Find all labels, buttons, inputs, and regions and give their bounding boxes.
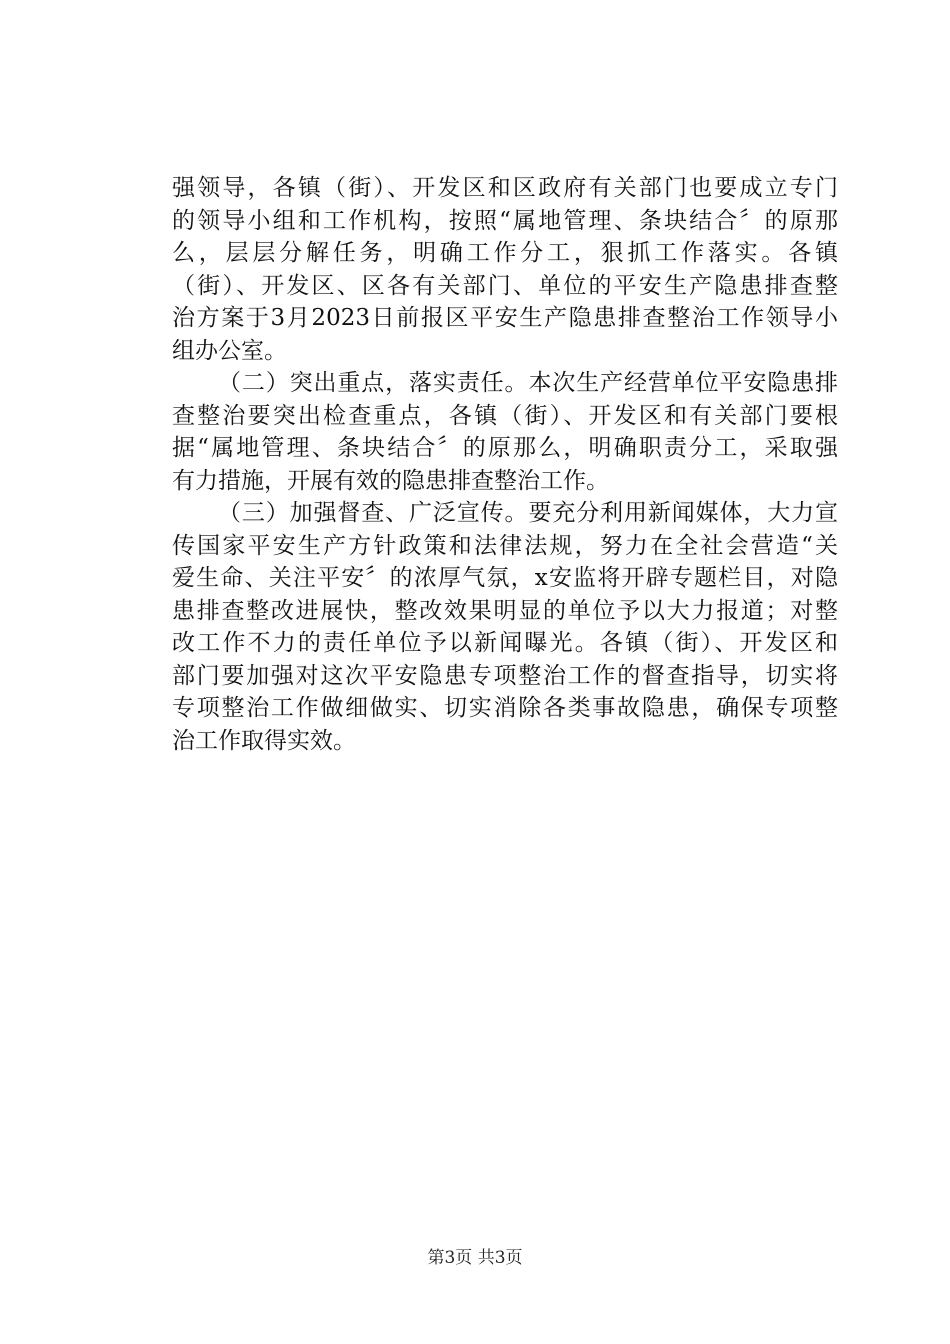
text-line: （三）加强督查、广泛宣传。要充分利用新闻媒体，大力宣 bbox=[218, 500, 838, 526]
text-line: 么，层层分解任务，明确工作分工，狠抓工作落实。各镇 bbox=[172, 240, 838, 266]
text-line: 治工作取得实效。 bbox=[172, 727, 356, 754]
text-line: 部门要加强对这次平安隐患专项整治工作的督查指导，切实将 bbox=[172, 662, 838, 689]
text-line: 的领导小组和工作机构，按照“属地管理、条块结合〞的原那 bbox=[172, 207, 838, 234]
text-line: 治方案于3月2023日前报区平安生产隐患排查整治工作领导小 bbox=[172, 305, 838, 331]
text-line: 爱生命、关注平安〞的浓厚气氛，x安监将开辟专题栏目，对隐 bbox=[172, 565, 838, 591]
text-line: 传国家平安生产方针政策和法律法规，努力在全社会营造“关 bbox=[172, 532, 838, 559]
text-line: 患排查整改进展快，整改效果明显的单位予以大力报道；对整 bbox=[172, 597, 838, 624]
text-line: 强领导，各镇（街）、开发区和区政府有关部门也要成立专门 bbox=[172, 175, 838, 201]
text-line: 有力措施，开展有效的隐患排查整治工作。 bbox=[172, 467, 609, 494]
text-line: 查整治要突出检查重点，各镇（街）、开发区和有关部门要根 bbox=[172, 402, 838, 429]
page-number-footer: 第3页 共3页 bbox=[427, 1248, 523, 1268]
text-line: （二）突出重点，落实责任。本次生产经营单位平安隐患排 bbox=[218, 370, 838, 396]
text-line: （街）、开发区、区各有关部门、单位的平安生产隐患排查整 bbox=[172, 272, 838, 299]
text-line: 改工作不力的责任单位予以新闻曝光。各镇（街）、开发区和 bbox=[172, 630, 838, 656]
text-line: 组办公室。 bbox=[172, 337, 287, 364]
text-line: 据“属地管理、条块结合〞的原那么，明确职责分工，采取强 bbox=[172, 435, 838, 461]
text-line: 专项整治工作做细做实、切实消除各类事故隐患，确保专项整 bbox=[172, 695, 838, 721]
document-body bbox=[172, 172, 838, 757]
